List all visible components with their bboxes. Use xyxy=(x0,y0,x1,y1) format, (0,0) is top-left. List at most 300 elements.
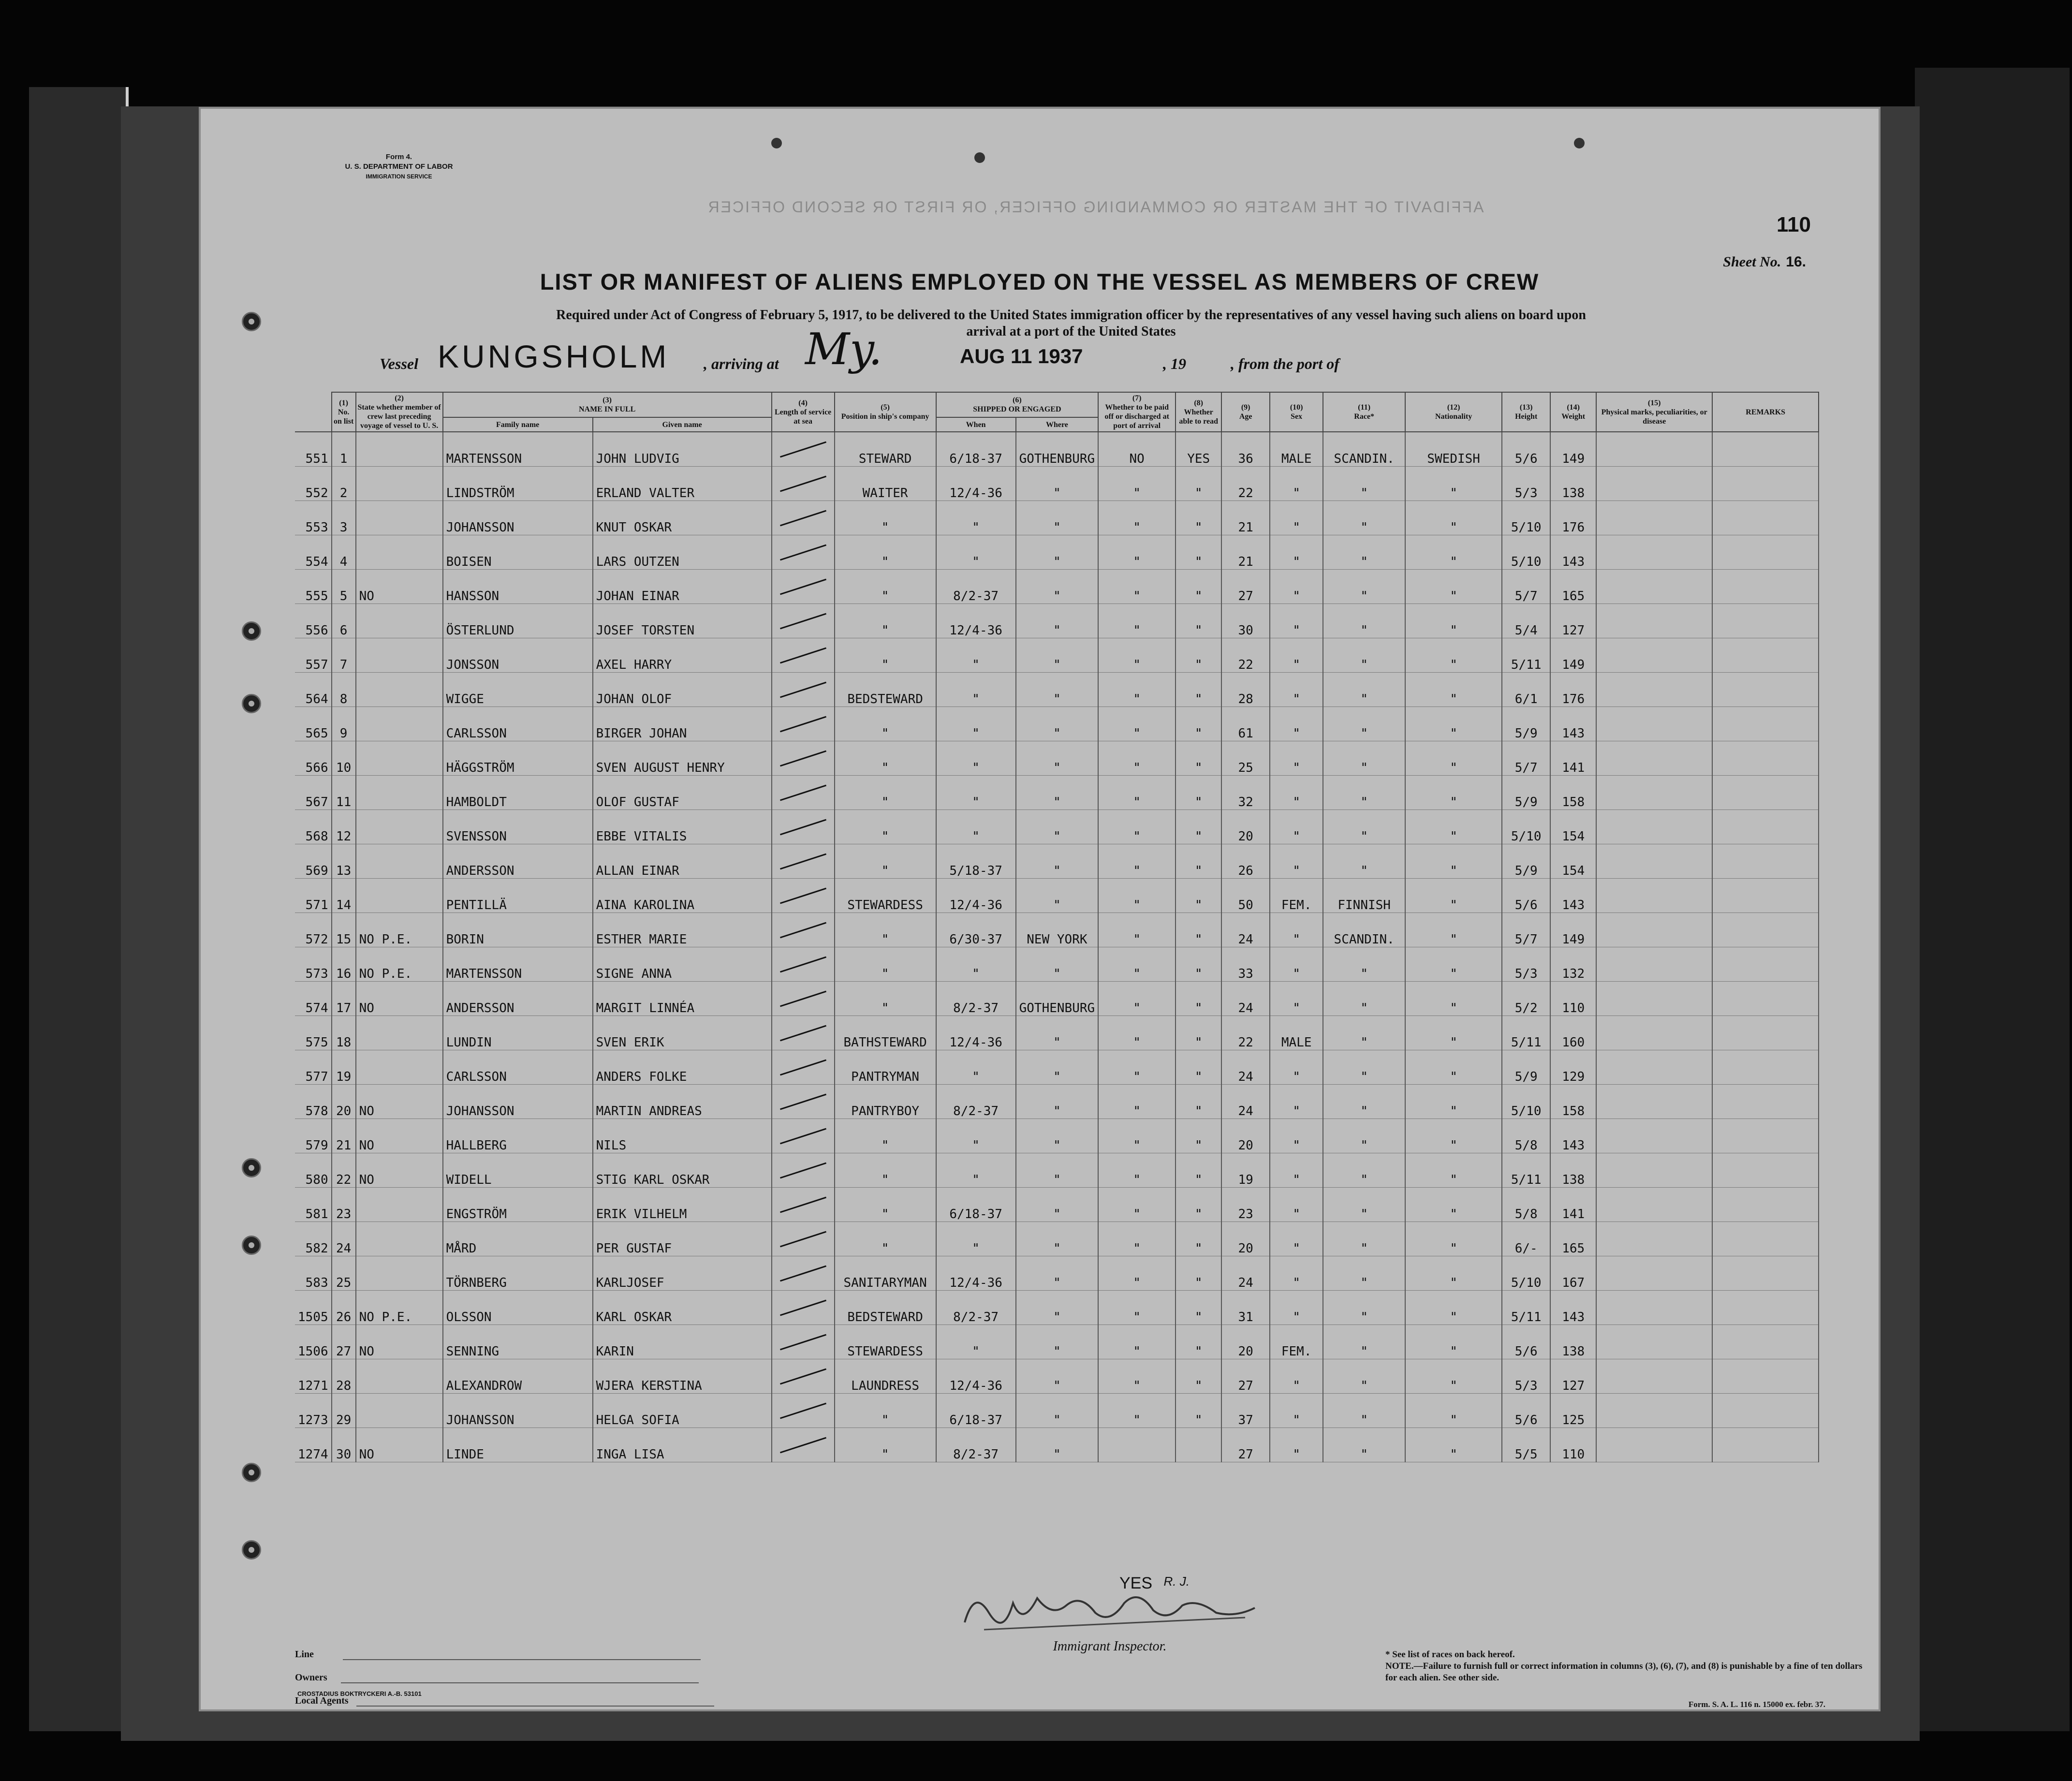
shipped-where: " xyxy=(1016,604,1099,638)
able-to-read: " xyxy=(1176,741,1221,776)
sex: " xyxy=(1270,535,1323,570)
family-name: LUNDIN xyxy=(443,1016,593,1050)
race: " xyxy=(1323,638,1405,673)
height: 5/11 xyxy=(1502,638,1550,673)
height: 5/9 xyxy=(1502,776,1550,810)
physical-marks xyxy=(1596,707,1712,741)
position: " xyxy=(835,1222,936,1256)
shipped-where: " xyxy=(1016,1153,1099,1188)
weight: 127 xyxy=(1550,604,1596,638)
family-name: LINDSTRÖM xyxy=(443,467,593,501)
height: 5/3 xyxy=(1502,467,1550,501)
remarks xyxy=(1712,776,1819,810)
able-to-read xyxy=(1176,1428,1221,1462)
age: 61 xyxy=(1221,707,1270,741)
tick-mark-icon xyxy=(780,682,826,698)
given-name: OLOF GUSTAF xyxy=(593,776,772,810)
list-ref-number: 580 xyxy=(295,1153,332,1188)
height: 5/10 xyxy=(1502,501,1550,535)
service-length xyxy=(772,776,835,810)
paid-off: " xyxy=(1098,570,1176,604)
previous-voyage: NO P.E. xyxy=(356,947,443,982)
given-name: ANDERS FOLKE xyxy=(593,1050,772,1085)
list-ref-number: 579 xyxy=(295,1119,332,1153)
previous-voyage xyxy=(356,810,443,844)
previous-voyage: NO xyxy=(356,570,443,604)
physical-marks xyxy=(1596,810,1712,844)
height: 5/6 xyxy=(1502,879,1550,913)
shipped-when: " xyxy=(936,1222,1016,1256)
physical-marks xyxy=(1596,1085,1712,1119)
service-length xyxy=(772,535,835,570)
form-header xyxy=(297,152,500,181)
given-name: PER GUSTAF xyxy=(593,1222,772,1256)
race: " xyxy=(1323,535,1405,570)
height: 5/8 xyxy=(1502,1188,1550,1222)
shipped-when: " xyxy=(936,638,1016,673)
shipped-when: 8/2-37 xyxy=(936,1428,1016,1462)
height: 5/6 xyxy=(1502,1394,1550,1428)
remarks xyxy=(1712,1188,1819,1222)
table-row xyxy=(295,535,1819,570)
family-name: ALEXANDROW xyxy=(443,1359,593,1394)
list-ref-number: 1274 xyxy=(295,1428,332,1462)
height: 5/11 xyxy=(1502,1153,1550,1188)
year-label: , 19 xyxy=(1163,355,1186,372)
shipped-when: 12/4-36 xyxy=(936,1016,1016,1050)
paid-off: " xyxy=(1098,673,1176,707)
given-name: ERIK VILHELM xyxy=(593,1188,772,1222)
age: 24 xyxy=(1221,982,1270,1016)
position: " xyxy=(835,604,936,638)
physical-marks xyxy=(1596,913,1712,947)
height: 5/10 xyxy=(1502,810,1550,844)
previous-voyage: NO xyxy=(356,982,443,1016)
position: PANTRYBOY xyxy=(835,1085,936,1119)
shipped-where: " xyxy=(1016,1188,1099,1222)
family-name: LINDE xyxy=(443,1428,593,1462)
corner-number: 110 xyxy=(1777,213,1811,236)
shipped-where: " xyxy=(1016,1428,1099,1462)
position: " xyxy=(835,1188,936,1222)
position: " xyxy=(835,1428,936,1462)
row-number: 11 xyxy=(332,776,356,810)
shipped-where: NEW YORK xyxy=(1016,913,1099,947)
tick-mark-icon xyxy=(780,1437,826,1454)
shipped-when: 6/18-37 xyxy=(936,1394,1016,1428)
tick-mark-icon xyxy=(780,716,826,733)
table-row xyxy=(295,673,1819,707)
previous-voyage xyxy=(356,638,443,673)
service-length xyxy=(772,1394,835,1428)
race: " xyxy=(1323,741,1405,776)
previous-voyage xyxy=(356,741,443,776)
position: STEWARD xyxy=(835,432,936,467)
race: SCANDIN. xyxy=(1323,913,1405,947)
previous-voyage xyxy=(356,1256,443,1291)
race: " xyxy=(1323,673,1405,707)
given-name: HELGA SOFIA xyxy=(593,1394,772,1428)
family-name: BORIN xyxy=(443,913,593,947)
nationality: " xyxy=(1405,1394,1502,1428)
list-ref-number: 568 xyxy=(295,810,332,844)
form-number: Form 4. xyxy=(385,153,412,161)
position: PANTRYMAN xyxy=(835,1050,936,1085)
weight: 158 xyxy=(1550,776,1596,810)
weight: 143 xyxy=(1550,1291,1596,1325)
shipped-where: " xyxy=(1016,776,1099,810)
service-length xyxy=(772,1188,835,1222)
height: 5/8 xyxy=(1502,1119,1550,1153)
weight: 129 xyxy=(1550,1050,1596,1085)
service-length xyxy=(772,1016,835,1050)
nationality: " xyxy=(1405,741,1502,776)
list-ref-number: 569 xyxy=(295,844,332,879)
able-to-read: " xyxy=(1176,1016,1221,1050)
given-name: ALLAN EINAR xyxy=(593,844,772,879)
sex: MALE xyxy=(1270,432,1323,467)
tick-mark-icon xyxy=(780,957,826,973)
col-name-in-full: (3) NAME IN FULL xyxy=(443,392,772,417)
race: " xyxy=(1323,947,1405,982)
position: " xyxy=(835,982,936,1016)
able-to-read: " xyxy=(1176,467,1221,501)
previous-voyage: NO xyxy=(356,1325,443,1359)
row-number: 7 xyxy=(332,638,356,673)
service-length xyxy=(772,947,835,982)
position: " xyxy=(835,776,936,810)
shipped-when: " xyxy=(936,741,1016,776)
race: " xyxy=(1323,604,1405,638)
binder-right xyxy=(1915,68,2070,1731)
shipped-where: " xyxy=(1016,638,1099,673)
nationality: " xyxy=(1405,638,1502,673)
previous-voyage xyxy=(356,673,443,707)
col-weight: (14) Weight xyxy=(1550,392,1596,432)
shipped-where: " xyxy=(1016,947,1099,982)
family-name: MÅRD xyxy=(443,1222,593,1256)
remarks xyxy=(1712,467,1819,501)
row-number: 27 xyxy=(332,1325,356,1359)
paid-off: " xyxy=(1098,707,1176,741)
remarks xyxy=(1712,432,1819,467)
age: 22 xyxy=(1221,1016,1270,1050)
given-name: NILS xyxy=(593,1119,772,1153)
race: " xyxy=(1323,776,1405,810)
height: 5/3 xyxy=(1502,947,1550,982)
inspector-signature-block xyxy=(916,1584,1303,1654)
table-row xyxy=(295,1153,1819,1188)
list-ref-number: 553 xyxy=(295,501,332,535)
row-number: 20 xyxy=(332,1085,356,1119)
service-name: IMMIGRATION SERVICE xyxy=(366,173,432,180)
punch-hole-icon xyxy=(242,1158,261,1178)
col-length-of-service: (4) Length of service at sea xyxy=(772,392,835,432)
row-number: 12 xyxy=(332,810,356,844)
service-length xyxy=(772,707,835,741)
col-sex: (10) Sex xyxy=(1270,392,1323,432)
race: " xyxy=(1323,1188,1405,1222)
shipped-where: " xyxy=(1016,1291,1099,1325)
shipped-when: 6/30-37 xyxy=(936,913,1016,947)
tick-mark-icon xyxy=(780,476,826,492)
tick-mark-icon xyxy=(780,442,826,458)
sex: " xyxy=(1270,982,1323,1016)
shipped-when: 5/18-37 xyxy=(936,844,1016,879)
department-name: U. S. DEPARTMENT OF LABOR xyxy=(345,162,453,171)
row-number: 17 xyxy=(332,982,356,1016)
given-name: ERLAND VALTER xyxy=(593,467,772,501)
sex: " xyxy=(1270,604,1323,638)
paid-off: " xyxy=(1098,1256,1176,1291)
position: LAUNDRESS xyxy=(835,1359,936,1394)
row-number: 16 xyxy=(332,947,356,982)
sex: MALE xyxy=(1270,1016,1323,1050)
sex: " xyxy=(1270,844,1323,879)
given-name: KARIN xyxy=(593,1325,772,1359)
row-number: 25 xyxy=(332,1256,356,1291)
col-able-to-read: (8) Whether able to read xyxy=(1176,392,1221,432)
race: FINNISH xyxy=(1323,879,1405,913)
previous-voyage xyxy=(356,1359,443,1394)
tick-mark-icon xyxy=(780,1197,826,1213)
line-label: Line xyxy=(295,1649,314,1660)
sex: " xyxy=(1270,810,1323,844)
height: 6/- xyxy=(1502,1222,1550,1256)
previous-voyage xyxy=(356,467,443,501)
sex: " xyxy=(1270,1394,1323,1428)
service-length xyxy=(772,673,835,707)
paid-off: " xyxy=(1098,1222,1176,1256)
sex: " xyxy=(1270,1359,1323,1394)
table-row xyxy=(295,1256,1819,1291)
able-to-read: " xyxy=(1176,1325,1221,1359)
row-number: 15 xyxy=(332,913,356,947)
shipped-where: " xyxy=(1016,1256,1099,1291)
race: " xyxy=(1323,1291,1405,1325)
paid-off: " xyxy=(1098,1119,1176,1153)
handwritten-yes: YES xyxy=(1119,1574,1153,1592)
nationality: " xyxy=(1405,673,1502,707)
race: " xyxy=(1323,1394,1405,1428)
remarks xyxy=(1712,1050,1819,1085)
manifest-body xyxy=(295,432,1819,1462)
shipped-when: " xyxy=(936,535,1016,570)
remarks xyxy=(1712,1291,1819,1325)
physical-marks xyxy=(1596,1256,1712,1291)
able-to-read: " xyxy=(1176,1394,1221,1428)
tick-mark-icon xyxy=(780,1094,826,1110)
previous-voyage xyxy=(356,844,443,879)
physical-marks xyxy=(1596,1291,1712,1325)
paid-off: " xyxy=(1098,1188,1176,1222)
race: " xyxy=(1323,1085,1405,1119)
col-height: (13) Height xyxy=(1502,392,1550,432)
given-name: MARGIT LINNÉA xyxy=(593,982,772,1016)
list-ref-number: 1506 xyxy=(295,1325,332,1359)
family-name: ENGSTRÖM xyxy=(443,1188,593,1222)
shipped-when: 6/18-37 xyxy=(936,1188,1016,1222)
paid-off: " xyxy=(1098,913,1176,947)
from-port-label: , from the port of xyxy=(1231,355,1339,372)
able-to-read: " xyxy=(1176,1153,1221,1188)
family-name: TÖRNBERG xyxy=(443,1256,593,1291)
col-race: (11) Race* xyxy=(1323,392,1405,432)
col-remarks: REMARKS xyxy=(1712,392,1819,432)
paid-off: " xyxy=(1098,1153,1176,1188)
arriving-label: , arriving at xyxy=(704,355,779,372)
service-length xyxy=(772,879,835,913)
given-name: INGA LISA xyxy=(593,1428,772,1462)
age: 27 xyxy=(1221,570,1270,604)
table-row xyxy=(295,1016,1819,1050)
paid-off: " xyxy=(1098,1325,1176,1359)
physical-marks xyxy=(1596,776,1712,810)
col-where: Where xyxy=(1016,417,1099,432)
age: 37 xyxy=(1221,1394,1270,1428)
height: 5/3 xyxy=(1502,1359,1550,1394)
tick-mark-icon xyxy=(780,854,826,870)
sex: " xyxy=(1270,1428,1323,1462)
position: " xyxy=(835,741,936,776)
list-ref-number: 556 xyxy=(295,604,332,638)
list-ref-number: 573 xyxy=(295,947,332,982)
table-row xyxy=(295,1222,1819,1256)
able-to-read: " xyxy=(1176,570,1221,604)
shipped-when: " xyxy=(936,810,1016,844)
able-to-read: " xyxy=(1176,1256,1221,1291)
nationality: " xyxy=(1405,1222,1502,1256)
subtitle-line-1: Required under Act of Congress of February 5, 1917, to be delivered to the United States immigration officer by the representatives of any vessel having such aliens on board upon xyxy=(556,308,1586,323)
physical-marks xyxy=(1596,467,1712,501)
given-name: JOSEF TORSTEN xyxy=(593,604,772,638)
shipped-where: " xyxy=(1016,1119,1099,1153)
row-number: 5 xyxy=(332,570,356,604)
height: 5/6 xyxy=(1502,432,1550,467)
table-row xyxy=(295,638,1819,673)
service-length xyxy=(772,1153,835,1188)
punch-hole-icon xyxy=(242,1540,261,1560)
family-name: ANDERSSON xyxy=(443,844,593,879)
able-to-read: " xyxy=(1176,844,1221,879)
physical-marks xyxy=(1596,432,1712,467)
height: 5/10 xyxy=(1502,535,1550,570)
given-name: AINA KAROLINA xyxy=(593,879,772,913)
punch-hole-icon xyxy=(242,1236,261,1255)
nationality: " xyxy=(1405,982,1502,1016)
weight: 165 xyxy=(1550,570,1596,604)
paid-off: " xyxy=(1098,1085,1176,1119)
table-row xyxy=(295,1188,1819,1222)
age: 27 xyxy=(1221,1359,1270,1394)
given-name: KARL OSKAR xyxy=(593,1291,772,1325)
nationality: " xyxy=(1405,1016,1502,1050)
table-row xyxy=(295,1359,1819,1394)
age: 30 xyxy=(1221,604,1270,638)
punch-hole-icon xyxy=(242,312,261,331)
list-ref-number: 555 xyxy=(295,570,332,604)
paid-off xyxy=(1098,1428,1176,1462)
weight: 143 xyxy=(1550,535,1596,570)
mirrored-affidavit-text: AFFIDAVIT OF THE MASTER OR COMMANDING OFFICER, OR FIRST OR SECOND OFFICER xyxy=(706,198,1484,216)
given-name: WJERA KERSTINA xyxy=(593,1359,772,1394)
able-to-read: " xyxy=(1176,1188,1221,1222)
age: 28 xyxy=(1221,673,1270,707)
remarks xyxy=(1712,982,1819,1016)
shipped-when: " xyxy=(936,1050,1016,1085)
family-name: JOHANSSON xyxy=(443,1085,593,1119)
weight: 132 xyxy=(1550,947,1596,982)
row-number: 23 xyxy=(332,1188,356,1222)
shipped-when: 8/2-37 xyxy=(936,570,1016,604)
service-length xyxy=(772,810,835,844)
weight: 138 xyxy=(1550,467,1596,501)
height: 5/7 xyxy=(1502,570,1550,604)
age: 33 xyxy=(1221,947,1270,982)
shipped-when: 12/4-36 xyxy=(936,1359,1016,1394)
position: " xyxy=(835,501,936,535)
remarks xyxy=(1712,638,1819,673)
col-when: When xyxy=(936,417,1016,432)
height: 5/9 xyxy=(1502,844,1550,879)
age: 22 xyxy=(1221,467,1270,501)
able-to-read: " xyxy=(1176,604,1221,638)
table-row xyxy=(295,1291,1819,1325)
age: 31 xyxy=(1221,1291,1270,1325)
service-length xyxy=(772,1119,835,1153)
nationality: " xyxy=(1405,1085,1502,1119)
remarks xyxy=(1712,1016,1819,1050)
list-ref-number: 572 xyxy=(295,913,332,947)
table-row xyxy=(295,604,1819,638)
shipped-when: 6/18-37 xyxy=(936,432,1016,467)
able-to-read: " xyxy=(1176,1291,1221,1325)
paid-off: NO xyxy=(1098,432,1176,467)
inspector-label: Immigrant Inspector. xyxy=(1053,1639,1167,1654)
able-to-read: " xyxy=(1176,810,1221,844)
position: WAITER xyxy=(835,467,936,501)
position: SANITARYMAN xyxy=(835,1256,936,1291)
list-ref-number: 571 xyxy=(295,879,332,913)
nationality: " xyxy=(1405,1050,1502,1085)
remarks xyxy=(1712,1119,1819,1153)
sex: " xyxy=(1270,741,1323,776)
physical-marks xyxy=(1596,1394,1712,1428)
weight: 176 xyxy=(1550,501,1596,535)
service-length xyxy=(772,638,835,673)
paid-off: " xyxy=(1098,1050,1176,1085)
rivet-icon xyxy=(1574,138,1585,148)
able-to-read: " xyxy=(1176,1222,1221,1256)
given-name: LARS OUTZEN xyxy=(593,535,772,570)
shipped-when: 12/4-36 xyxy=(936,467,1016,501)
able-to-read: " xyxy=(1176,982,1221,1016)
previous-voyage xyxy=(356,535,443,570)
able-to-read: " xyxy=(1176,913,1221,947)
height: 5/5 xyxy=(1502,1428,1550,1462)
tick-mark-icon xyxy=(780,1025,826,1042)
shipped-where: " xyxy=(1016,1394,1099,1428)
crew-manifest-table xyxy=(295,392,1819,1462)
service-length xyxy=(772,501,835,535)
physical-marks xyxy=(1596,1222,1712,1256)
age: 24 xyxy=(1221,1085,1270,1119)
paid-off: " xyxy=(1098,1016,1176,1050)
col-age: (9) Age xyxy=(1221,392,1270,432)
height: 5/11 xyxy=(1502,1291,1550,1325)
local-agents-label: Local Agents xyxy=(295,1695,349,1706)
table-row xyxy=(295,1050,1819,1085)
